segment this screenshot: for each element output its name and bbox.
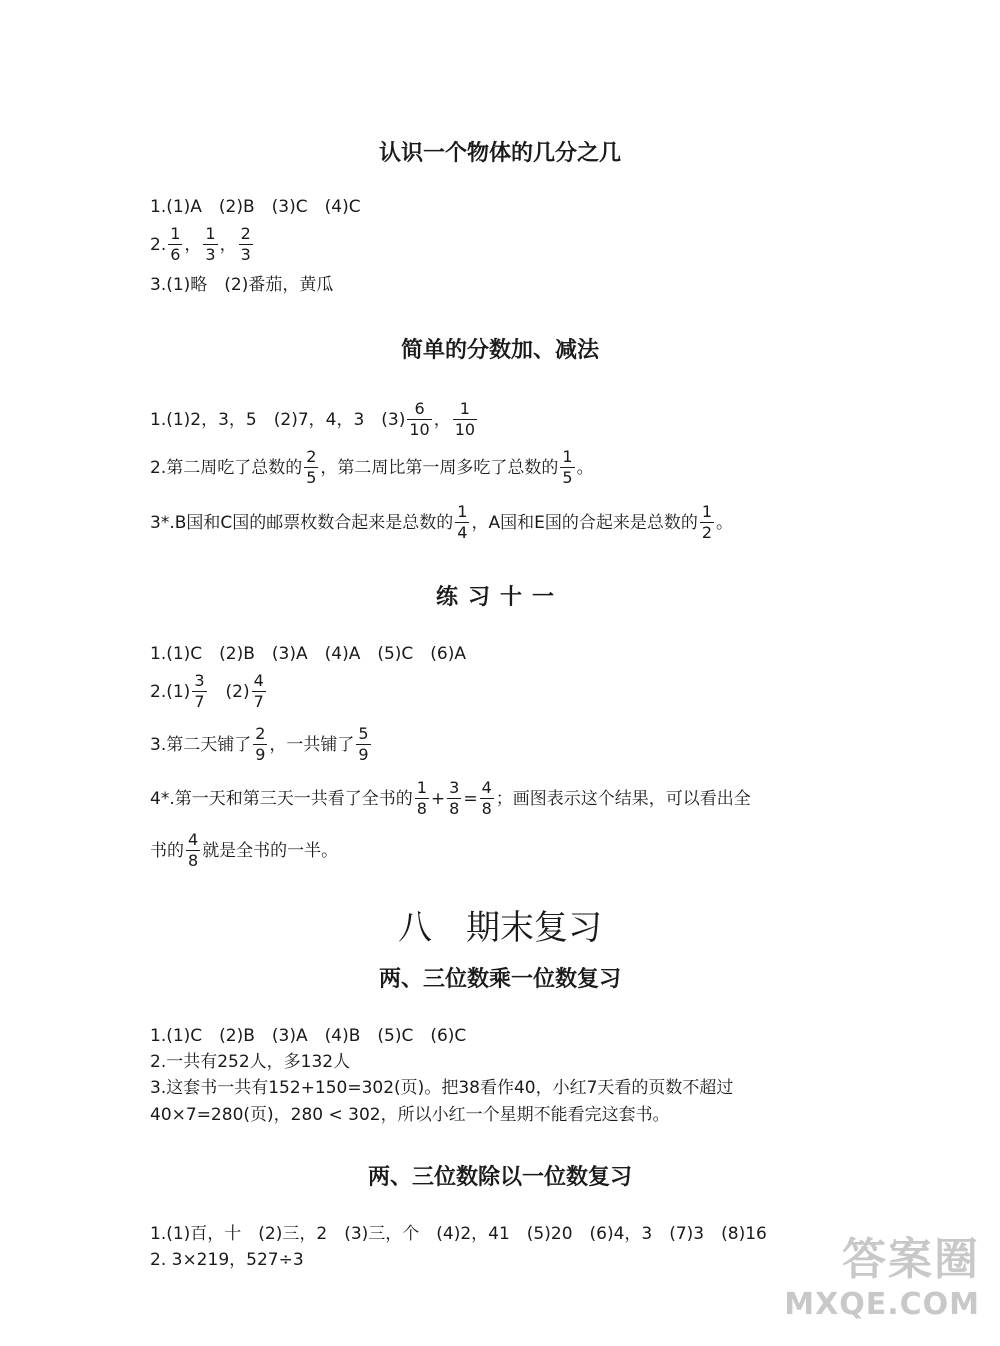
answer-line: 1.(1)C (2)B (3)A (4)B (5)C (6)C xyxy=(150,1026,467,1046)
answer-line: 2.第二周吃了总数的 $\frac{2}{5}$ ，第二周比第一周多吃了总数的 $\frac{1}{5}$ 。 xyxy=(150,447,594,487)
section-title: 认识一个物体的几分之几 xyxy=(378,141,621,166)
section-title: 练习十一 xyxy=(435,585,564,610)
answer-line: 3.(1)略 (2)番茄，黄瓜 xyxy=(150,275,334,295)
fraction: $\frac{5}{9}$ xyxy=(358,724,369,764)
answer-line: 2.(1) $\frac{3}{7}$ (2) $\frac{4}{7}$ xyxy=(150,671,264,711)
watermark xyxy=(784,1223,980,1322)
fraction: $\frac{1}{4}$ xyxy=(457,502,468,542)
answer-line: 3.这套书一共有152+150=302(页)。把38看作40，小红7天看的页数不超过 xyxy=(150,1078,734,1098)
fraction: $\frac{3}{8}$ xyxy=(449,778,460,818)
answer-line: 1.(1)C (2)B (3)A (4)A (5)C (6)A xyxy=(150,644,466,664)
watermark-top: 答案圈 xyxy=(842,1234,980,1285)
answer-line: 40×7=280(页)，280 < 302，所以小红一个星期不能看完这套书。 xyxy=(150,1105,670,1125)
section-title: 两、三位数乘一位数复习 xyxy=(378,967,621,992)
fraction: $\frac{1}{5}$ xyxy=(562,447,573,487)
answer-line: 2. $\frac{1}{6}$ ， $\frac{1}{3}$ ， $\frac{2}{3}$ xyxy=(150,224,251,264)
fraction: $\frac{1}{3}$ xyxy=(205,224,216,264)
fraction: $\frac{2}{9}$ xyxy=(255,724,266,764)
fraction: $\frac{1}{8}$ xyxy=(416,778,427,818)
answer-line: 2. 3×219，527÷3 xyxy=(150,1250,304,1270)
fraction: $\frac{4}{8}$ xyxy=(481,778,492,818)
fraction: $\frac{3}{7}$ xyxy=(194,671,205,711)
fraction: $\frac{6}{10}$ xyxy=(409,399,430,439)
fraction: $\frac{1}{10}$ xyxy=(454,399,476,439)
fraction: $\frac{1}{2}$ xyxy=(701,502,713,542)
answer-line: 1.(1)2，3，5 (2)7，4，3 (3) $\frac{6}{10}$ ， $\frac{1}{10}$ xyxy=(150,399,476,439)
fraction: $\frac{4}{7}$ xyxy=(253,671,264,711)
fraction: $\frac{1}{6}$ xyxy=(170,224,181,264)
fraction: $\frac{2}{5}$ xyxy=(306,447,317,487)
answer-line: 4*.第一天和第三天一共看了全书的 $\frac{1}{8}$ + $\frac{3}{8}$ = $\frac{4}{8}$ ；画图表示这个结果，可以看出全 xyxy=(150,778,751,818)
watermark-bottom: MXQE.COM xyxy=(784,1287,980,1322)
answer-line: 3.第二天铺了 $\frac{2}{9}$ ，一共铺了 $\frac{5}{9}$ xyxy=(150,724,369,764)
fraction: $\frac{4}{8}$ xyxy=(188,830,199,870)
chapter-title: 八 期末复习 xyxy=(398,908,602,948)
answer-line: 3*.B国和C国的邮票枚数合起来是总数的 $\frac{1}{4}$ ，A国和E国的合起来是总数的 $\frac{1}{2}$ 。 xyxy=(150,502,734,542)
section-title: 两、三位数除以一位数复习 xyxy=(367,1165,632,1190)
answer-line: 2.一共有252人，多132人 xyxy=(150,1052,351,1072)
answer-line: 1.(1)A (2)B (3)C (4)C xyxy=(150,197,361,217)
section-title: 简单的分数加、减法 xyxy=(400,338,599,363)
answer-line: 1.(1)百，十 (2)三，2 (3)三，个 (4)2，41 (5)20 (6)4，3 (7)3 (8)16 xyxy=(150,1224,767,1244)
answer-line: 书的 $\frac{4}{8}$ 就是全书的一半。 xyxy=(150,830,339,870)
fraction: $\frac{2}{3}$ xyxy=(240,224,251,264)
